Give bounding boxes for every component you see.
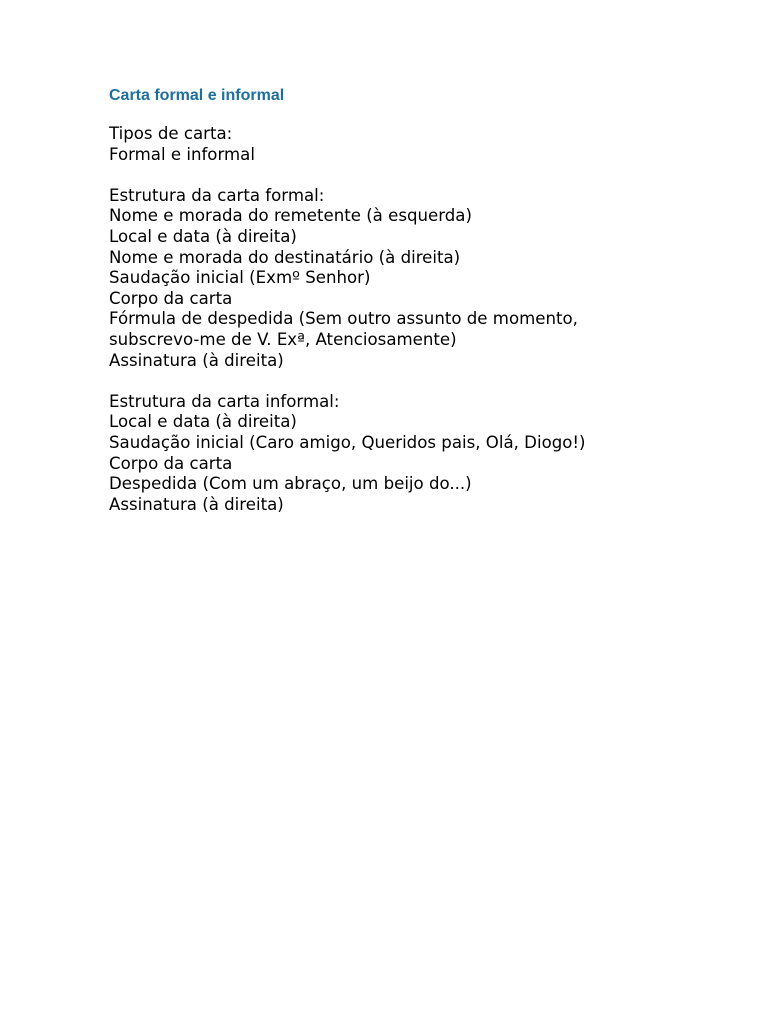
informal-line: Saudação inicial (Caro amigo, Queridos pais, Olá, Diogo!) bbox=[109, 432, 586, 452]
types-heading: Tipos de carta: bbox=[109, 124, 233, 143]
informal-line: Corpo da carta bbox=[109, 453, 233, 473]
formal-line: Assinatura (à direita) bbox=[109, 350, 284, 370]
formal-line: Local e data (à direita) bbox=[109, 226, 297, 246]
formal-heading: Estrutura da carta formal: bbox=[109, 185, 325, 205]
formal-line: Fórmula de despedida (Sem outro assunto de momento, bbox=[109, 309, 578, 329]
informal-line: Local e data (à direita) bbox=[109, 412, 297, 432]
informal-line: Assinatura (à direita) bbox=[109, 494, 284, 514]
paragraph-spacer bbox=[109, 371, 586, 392]
document-body bbox=[109, 124, 586, 515]
formal-line: Nome e morada do remetente (à esquerda) bbox=[109, 206, 472, 226]
types-line: Formal e informal bbox=[109, 144, 255, 164]
document-title: Carta formal e informal bbox=[109, 87, 285, 104]
paragraph-spacer bbox=[109, 165, 586, 186]
formal-line: Corpo da carta bbox=[109, 288, 233, 308]
informal-heading: Estrutura da carta informal: bbox=[109, 391, 340, 411]
informal-line: Despedida (Com um abraço, um beijo do...) bbox=[109, 474, 472, 494]
formal-line: subscrevo-me de V. Exª, Atenciosamente) bbox=[109, 329, 457, 349]
formal-line: Nome e morada do destinatário (à direita) bbox=[109, 247, 461, 267]
formal-line: Saudação inicial (Exmº Senhor) bbox=[109, 268, 371, 288]
